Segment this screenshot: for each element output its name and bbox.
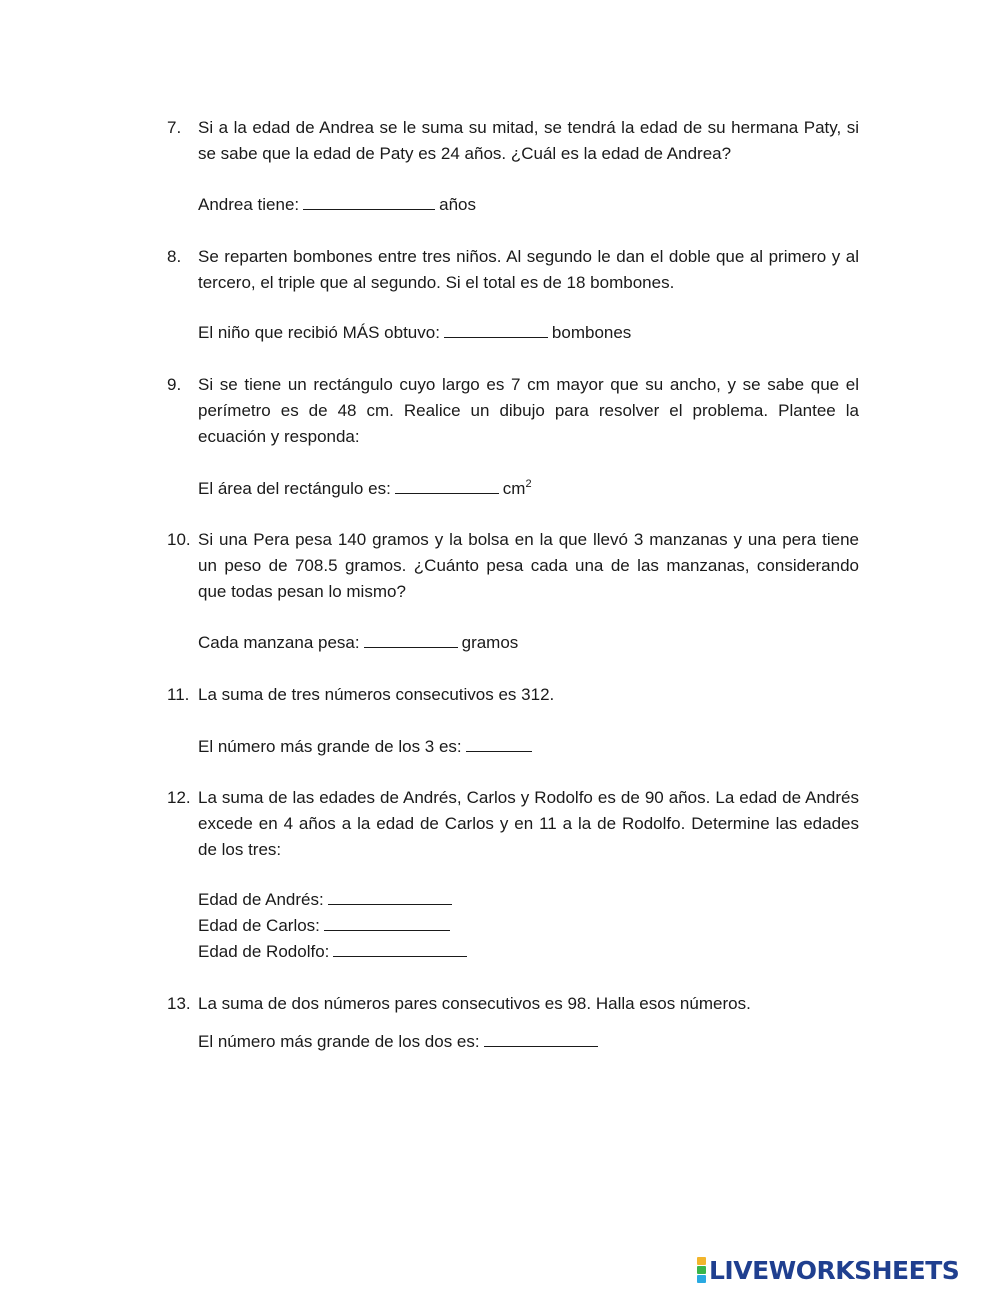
question-number: 12. — [167, 788, 191, 807]
question-text: Si se tiene un rectángulo cuyo largo es 7 cm mayor que su ancho, y se sabe que el perímetro es de 48 cm. Realice un dibujo para resolver el problema. Plantee la ecuación y responda: — [198, 375, 859, 446]
answer-blank-andrea-age[interactable] — [303, 192, 435, 210]
answer-blank-carlos-age[interactable] — [324, 913, 450, 931]
answer-suffix: bombones — [551, 323, 632, 342]
answer-blank-apple-weight[interactable] — [364, 630, 458, 648]
question-number: 8. — [167, 247, 182, 266]
question-9 — [167, 372, 859, 450]
question-number: 13. — [167, 994, 191, 1013]
answer-prefix: Edad de Andrés: — [198, 890, 324, 909]
question-text: Si a la edad de Andrea se le suma su mitad, se tendrá la edad de su hermana Paty, si se sabe que la edad de Paty es 24 años. ¿Cuál es la edad de Andrea? — [198, 118, 859, 163]
question-number: 7. — [167, 118, 182, 137]
answer-prefix: Edad de Rodolfo: — [198, 942, 330, 961]
brand-block-v — [697, 1275, 706, 1283]
answer-line-12-carlos — [198, 913, 454, 939]
brand-block-l — [697, 1257, 706, 1265]
brand-blocks-icon — [697, 1257, 706, 1283]
answer-prefix: El número más grande de los dos es: — [198, 1032, 480, 1051]
answer-prefix: El número más grande de los 3 es: — [198, 737, 462, 756]
question-number: 9. — [167, 375, 182, 394]
answer-suffix: gramos — [461, 633, 519, 652]
brand-name: LIVEWORKSHEETS — [709, 1255, 960, 1285]
answer-line-8 — [198, 320, 631, 346]
brand-block-i — [697, 1266, 706, 1274]
answer-blank-rectangle-area[interactable] — [395, 476, 499, 494]
question-text: Si una Pera pesa 140 gramos y la bolsa en la que llevó 3 manzanas y una pera tiene un peso de 708.5 gramos. ¿Cuánto pesa cada una de las manzanas, considerando que todas pesan lo mismo? — [198, 530, 859, 601]
liveworksheets-logo — [697, 1255, 959, 1285]
answer-blank-largest-even[interactable] — [484, 1029, 598, 1047]
answer-line-7 — [198, 192, 476, 218]
question-8 — [167, 244, 859, 296]
answer-line-12-rodolfo — [198, 939, 471, 965]
question-text: La suma de dos números pares consecutivos es 98. Halla esos números. — [198, 994, 751, 1013]
answer-prefix: El niño que recibió MÁS obtuvo: — [198, 323, 440, 342]
question-11 — [167, 682, 859, 708]
question-text: La suma de tres números consecutivos es 312. — [198, 685, 555, 704]
answer-blank-andres-age[interactable] — [328, 887, 452, 905]
answer-prefix: Cada manzana pesa: — [198, 633, 360, 652]
question-number: 10. — [167, 530, 191, 549]
question-7 — [167, 115, 859, 167]
answer-superscript: 2 — [525, 478, 532, 490]
answer-blank-rodolfo-age[interactable] — [333, 939, 467, 957]
answer-prefix: Andrea tiene: — [198, 195, 300, 214]
question-number: 11. — [167, 685, 190, 704]
question-10 — [167, 527, 859, 605]
answer-line-12-andres — [198, 887, 456, 913]
question-12 — [167, 785, 859, 863]
answer-prefix: Edad de Carlos: — [198, 916, 320, 935]
answer-suffix: cm — [502, 479, 526, 498]
question-text: Se reparten bombones entre tres niños. Al segundo le dan el doble que al primero y al tercero, el triple que al segundo. Si el total es de 18 bombones. — [198, 247, 859, 292]
answer-blank-largest-consecutive[interactable] — [466, 734, 532, 752]
answer-line-10 — [198, 630, 518, 656]
answer-suffix: años — [439, 195, 477, 214]
answer-prefix: El área del rectángulo es: — [198, 479, 391, 498]
question-13 — [167, 991, 859, 1017]
question-text: La suma de las edades de Andrés, Carlos y Rodolfo es de 90 años. La edad de Andrés excede en 4 años a la edad de Carlos y en 11 a la de Rodolfo. Determine las edades de los tres: — [198, 788, 859, 859]
answer-blank-most-bonbons[interactable] — [444, 320, 548, 338]
answer-line-13 — [198, 1029, 602, 1055]
answer-line-9 — [198, 476, 532, 502]
answer-line-11 — [198, 734, 536, 760]
